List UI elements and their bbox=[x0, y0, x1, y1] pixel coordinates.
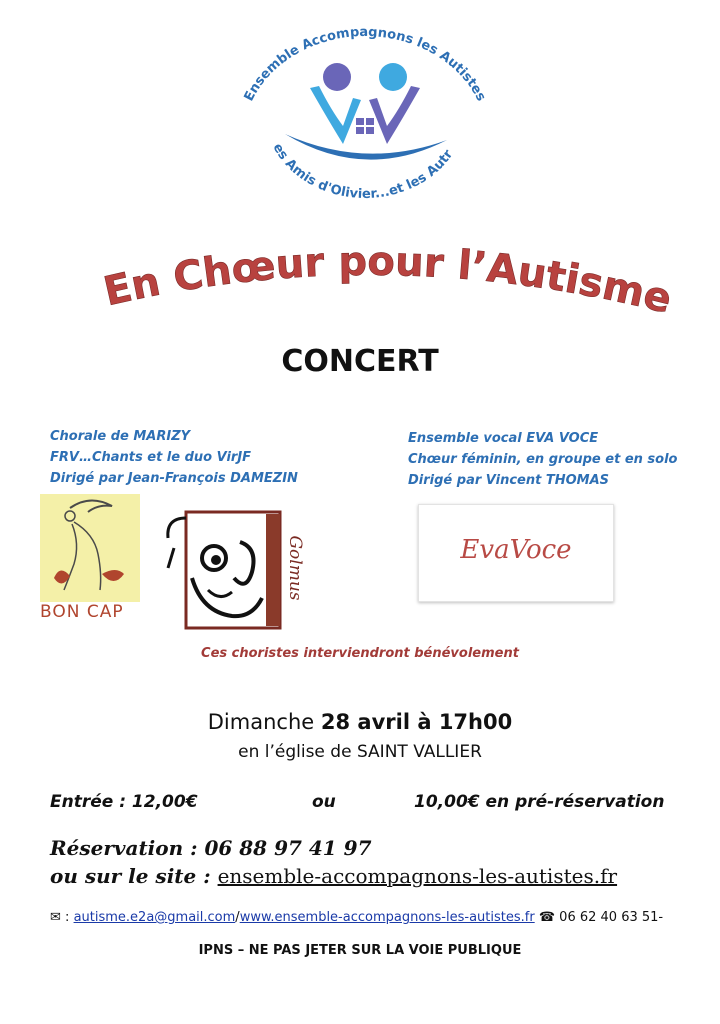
evavoce-logo bbox=[418, 504, 614, 602]
reservation-site-line bbox=[50, 862, 617, 890]
logo-swoosh bbox=[285, 134, 447, 160]
event-date-time: 28 avril à 17h00 bbox=[320, 710, 513, 734]
boncap-label: BON CAP bbox=[40, 602, 124, 622]
logo-arc-top-text: Ensemble Accompagnons les Autistes bbox=[241, 24, 489, 104]
golmus-logo bbox=[162, 508, 310, 632]
left-group-line2: FRV…Chants et le duo VirJF bbox=[50, 450, 252, 465]
golmus-label: Golmus bbox=[285, 535, 305, 601]
event-date bbox=[0, 710, 720, 734]
left-group-line1: Chorale de MARIZY bbox=[50, 429, 191, 444]
right-group-line1: Ensemble vocal EVA VOCE bbox=[408, 431, 599, 446]
figure-right-icon bbox=[369, 86, 420, 144]
price-entry: Entrée : 12,00€ bbox=[50, 792, 198, 812]
association-logo bbox=[215, 22, 515, 232]
footer-notice: IPNS – NE PAS JETER SUR LA VOIE PUBLIQUE bbox=[198, 943, 522, 958]
event-day: Dimanche bbox=[207, 710, 315, 734]
email-link[interactable]: autisme.e2a@gmail.com bbox=[73, 910, 236, 925]
reservation-phone: Réservation : 06 88 97 41 97 bbox=[50, 836, 372, 860]
reservation-block bbox=[50, 834, 617, 890]
envelope-icon: ✉ bbox=[50, 910, 61, 925]
event-place: en l’église de SAINT VALLIER bbox=[238, 742, 482, 762]
price-or: ou bbox=[312, 792, 336, 812]
choir-group-right bbox=[408, 428, 708, 491]
concert-heading: CONCERT bbox=[281, 344, 439, 379]
contact-separator: / bbox=[235, 910, 240, 925]
boncap-logo bbox=[40, 494, 140, 602]
contact-line: ✉ : autisme.e2a@gmail.com/www.ensemble-accompagnons-les-autistes.fr ☎ 06 62 40 63 51- bbox=[50, 910, 664, 925]
volunteer-note: Ces choristes interviendront bénévolement bbox=[201, 646, 519, 661]
figure-head-right-icon bbox=[379, 63, 407, 91]
phone-icon: ☎ bbox=[538, 910, 556, 925]
association-logo-graphic bbox=[215, 22, 515, 232]
logo-arc-bottom-text: es Amis d'Olivier...et les Autr bbox=[269, 141, 457, 202]
right-group-line2: Chœur féminin, en groupe et en solo bbox=[408, 452, 678, 467]
page-title bbox=[60, 222, 720, 342]
golmus-face-icon bbox=[162, 508, 310, 632]
reservation-site-prefix: ou sur le site : bbox=[50, 864, 211, 888]
reservation-site-link[interactable]: ensemble-accompagnons-les-autistes.fr bbox=[217, 864, 618, 888]
evavoce-label: EvaVoce bbox=[460, 535, 572, 565]
figure-left-icon bbox=[310, 86, 361, 144]
boncap-dancer-icon bbox=[40, 494, 140, 602]
website-link[interactable]: www.ensemble-accompagnons-les-autistes.fr bbox=[239, 910, 535, 925]
contact-phone: 06 62 40 63 51- bbox=[559, 910, 664, 925]
right-group-line3: Dirigé par Vincent THOMAS bbox=[408, 473, 609, 488]
left-group-line3: Dirigé par Jean-François DAMEZIN bbox=[50, 471, 298, 486]
page-title-text: En Chœur pour l’Autisme bbox=[99, 238, 677, 323]
price-prereservation: 10,00€ en pré-réservation bbox=[414, 792, 665, 812]
choir-group-left bbox=[50, 426, 380, 489]
figure-head-left-icon bbox=[323, 63, 351, 91]
